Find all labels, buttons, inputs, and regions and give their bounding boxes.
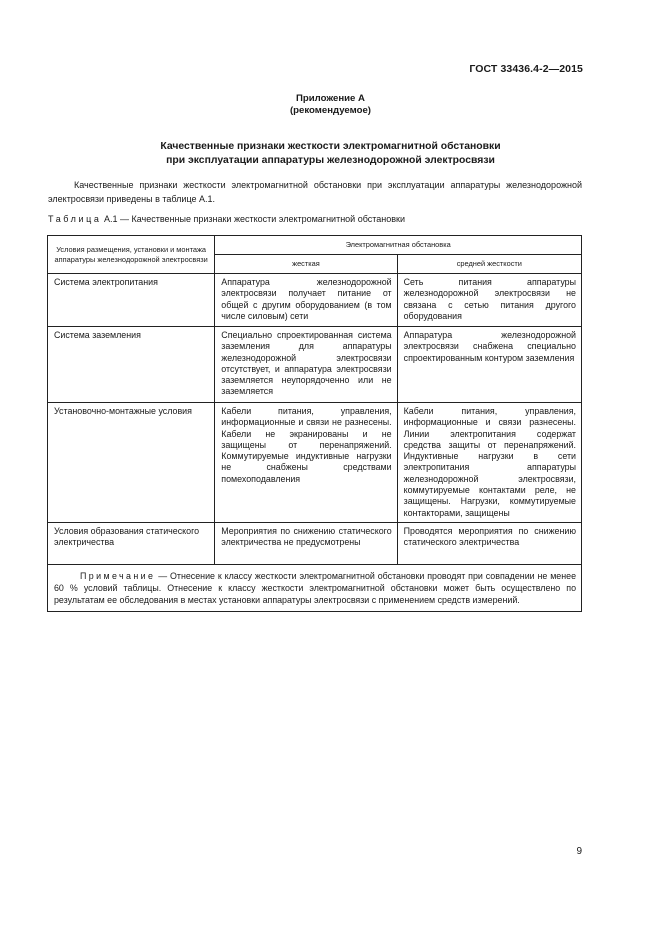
characteristics-table xyxy=(47,235,582,612)
table-caption-label: Таблица xyxy=(48,214,102,224)
table-row xyxy=(48,522,582,564)
row-hard: Мероприятия по снижению статического электричества не предусмотрены xyxy=(215,522,397,564)
row-condition: Установочно-монтажные условия xyxy=(48,403,215,523)
row-hard: Кабели питания, управления, информационные и связи не разнесены. Кабели не экранированы и не защищены от перенапряжений. Коммутируемые индуктивные нагрузки не снабжены средствами помехоподавления xyxy=(215,403,397,523)
standard-code: ГОСТ 33436.4-2—2015 xyxy=(469,63,583,75)
header-environment: Электромагнитная обстановка xyxy=(215,236,582,255)
header-conditions: Условия размещения, установки и монтажа аппаратуры железнодорожной электросвязи xyxy=(48,236,215,274)
row-condition: Система заземления xyxy=(48,327,215,403)
note-label: Примечание xyxy=(80,570,156,581)
intro-paragraph: Качественные признаки жесткости электромагнитной обстановки при эксплуатации аппаратуры железнодорожной электросвязи приведены в таблице А.1. xyxy=(48,180,582,204)
header-medium: средней жесткости xyxy=(397,255,581,274)
note-text: — Отнесение к классу жесткости электромагнитной обстановки проводят при совпадении не менее 60 % условий таблицы. Отнесение к классу жесткости электромагнитной обстановки может быть осуществлено по результатам ее обследования в местах установки аппаратуры электросвязи с применением средств измерений. xyxy=(54,570,576,605)
document-title-line-1: Качественные признаки жесткости электромагнитной обстановки xyxy=(160,141,501,152)
page-number: 9 xyxy=(576,846,582,857)
header-hard: жесткая xyxy=(215,255,397,274)
row-medium: Проводятся мероприятия по снижению статического электричества xyxy=(397,522,581,564)
table-row xyxy=(48,403,582,523)
row-hard: Специально спроектированная система заземления для аппаратуры железнодорожной электросвязи отсутствует, и аппаратура электросвязи заземляется неупорядоченно или не заземляется xyxy=(215,327,397,403)
table-header-row-1 xyxy=(48,236,582,255)
row-condition: Условия образования статического электричества xyxy=(48,522,215,564)
table-caption-text: А.1 — Качественные признаки жесткости электромагнитной обстановки xyxy=(101,214,406,224)
row-medium: Аппаратура железнодорожной электросвязи снабжена специально спроектированным контуром заземления xyxy=(397,327,581,403)
table-row xyxy=(48,274,582,327)
row-medium: Сеть питания аппаратуры железнодорожной электросвязи не связана с сетью питания другого оборудования xyxy=(397,274,581,327)
table-caption xyxy=(48,214,405,224)
table-row xyxy=(48,327,582,403)
appendix-title: Приложение А xyxy=(296,93,365,104)
row-medium: Кабели питания, управления, информационные и связи разнесены. Линии электропитания содержат средства защиты от перенапряжений. Индуктивные нагрузки в сети электропитания аппаратуры железнодорожной электросвязи, коммутируемые контактами реле, не защищены. Нагрузки, коммутируемые контакторами, защищены xyxy=(397,403,581,523)
table-note-row xyxy=(48,564,582,611)
document-title-line-2: при эксплуатации аппаратуры железнодорожной электросвязи xyxy=(166,155,495,166)
row-hard: Аппаратура железнодорожной электросвязи получает питание от общей с другим оборудованием (в том числе силовым) сети xyxy=(215,274,397,327)
appendix-status: (рекомендуемое) xyxy=(289,105,371,116)
row-condition: Система электропитания xyxy=(48,274,215,327)
table-note xyxy=(48,564,582,611)
